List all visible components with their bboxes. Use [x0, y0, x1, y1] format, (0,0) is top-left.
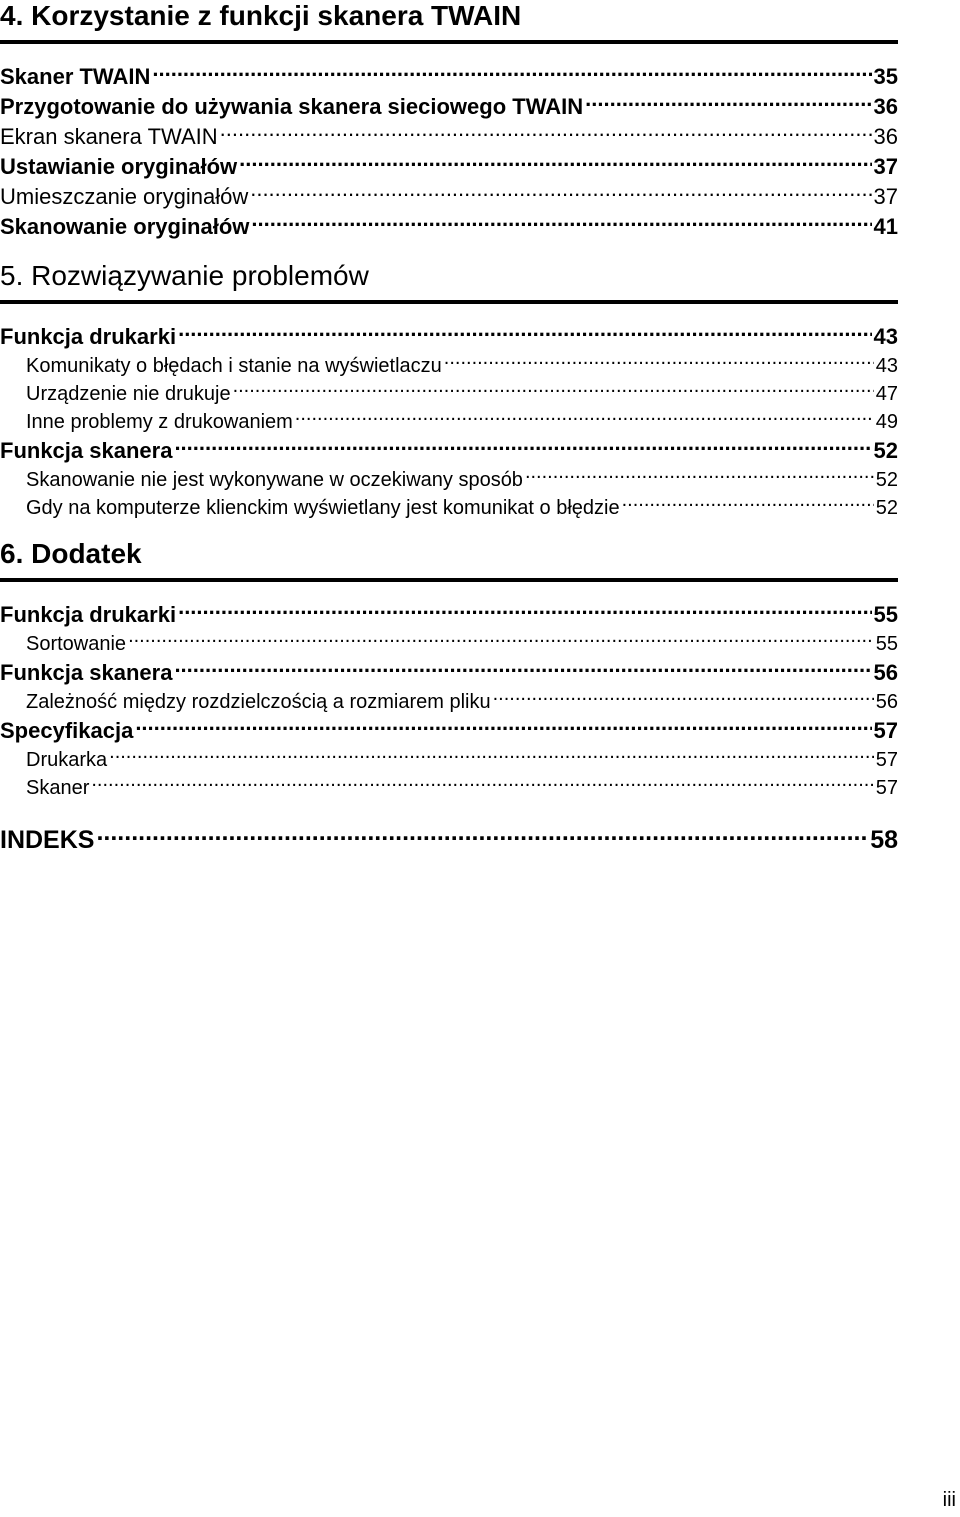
dot-leader	[493, 680, 874, 708]
toc-entry-title: Ustawianie oryginałów	[0, 154, 238, 179]
toc-entry-page: 55	[873, 602, 898, 627]
toc-entry-title: Funkcja skanera	[0, 438, 173, 463]
toc-entry-page: 49	[875, 411, 898, 433]
dot-leader	[622, 486, 874, 514]
toc-entry-page: 57	[873, 718, 898, 743]
toc-entry-page: 52	[873, 438, 898, 463]
toc-entry-page: 52	[875, 497, 898, 519]
toc-entry-page: 55	[875, 633, 898, 655]
toc-entry[interactable]	[0, 592, 898, 627]
toc-entry-title: Przygotowanie do używania skanera sieciowego TWAIN	[0, 94, 584, 119]
toc-entry-title: Funkcja drukarki	[0, 324, 177, 349]
toc-entry-title: Funkcja skanera	[0, 660, 173, 685]
toc-entry-title: Gdy na komputerze klienckim wyświetlany jest komunikat o błędzie	[26, 497, 620, 519]
index-title: INDEKS	[0, 826, 95, 854]
toc-entry[interactable]	[0, 708, 898, 743]
chapter-title: 6. Dodatek	[0, 538, 142, 569]
toc-entry-page: 36	[873, 94, 898, 119]
toc-entry-page: 36	[873, 124, 898, 149]
dot-leader	[178, 314, 871, 344]
chapter-divider	[0, 300, 898, 304]
toc-entry[interactable]	[0, 54, 898, 89]
chapter-4	[0, 0, 898, 239]
toc-entry-page: 41	[873, 214, 898, 239]
dot-leader	[91, 766, 873, 794]
chapter-divider	[0, 40, 898, 44]
toc-entry-page: 56	[873, 660, 898, 685]
toc-entry-page: 52	[875, 469, 898, 491]
toc-entry-title: Drukarka	[26, 749, 108, 771]
index-page: 58	[870, 826, 898, 854]
toc-entry-title: Skaner TWAIN	[0, 64, 151, 89]
dot-leader	[220, 114, 872, 144]
dot-leader	[295, 400, 874, 428]
dot-leader	[128, 622, 874, 650]
toc-entry-title: Inne problemy z drukowaniem	[26, 411, 293, 433]
dot-leader	[174, 650, 871, 680]
toc-entry-page: 57	[875, 777, 898, 799]
dot-leader	[174, 428, 871, 458]
dot-leader	[250, 174, 871, 204]
chapter-5	[0, 260, 898, 519]
toc-entry[interactable]	[0, 738, 898, 771]
dot-leader	[444, 344, 874, 372]
chapter-divider	[0, 578, 898, 582]
chapter-6	[0, 538, 898, 799]
chapter-title: 5. Rozwiązywanie problemów	[0, 260, 369, 291]
toc-entry[interactable]	[0, 766, 898, 799]
toc-entry-title: Funkcja drukarki	[0, 602, 177, 627]
toc-entry-title: Sortowanie	[26, 633, 127, 655]
dot-leader	[251, 204, 871, 234]
toc-entry-title: Zależność między rozdzielczością a rozmiarem pliku	[26, 691, 491, 713]
toc-entry-title: Skanowanie nie jest wykonywane w oczekiwany sposób	[26, 469, 523, 491]
dot-leader	[239, 144, 871, 174]
dot-leader	[109, 738, 874, 766]
dot-leader	[96, 816, 868, 848]
toc-entry-title: Urządzenie nie drukuje	[26, 383, 231, 405]
dot-leader	[152, 54, 871, 84]
toc-entry-title: Ekran skanera TWAIN	[0, 124, 218, 149]
dot-leader	[233, 372, 874, 400]
toc-entry-page: 37	[873, 184, 898, 209]
dot-leader	[525, 458, 874, 486]
toc-entry-index[interactable]	[0, 816, 898, 854]
dot-leader	[135, 708, 871, 738]
toc-entry[interactable]	[0, 622, 898, 655]
page-number: iii	[942, 1489, 956, 1511]
toc-entry[interactable]	[0, 314, 898, 349]
toc-entry-page: 57	[875, 749, 898, 771]
toc-entry-page: 35	[873, 64, 898, 89]
toc-entry-title: Specyfikacja	[0, 718, 134, 743]
toc-entry-page: 47	[875, 383, 898, 405]
toc-entry-page: 56	[875, 691, 898, 713]
dot-leader	[585, 84, 871, 114]
chapter-title: 4. Korzystanie z funkcji skanera TWAIN	[0, 0, 522, 31]
toc-entry-title: Komunikaty o błędach i stanie na wyświetlaczu	[26, 355, 442, 377]
toc-entry-title: Skanowanie oryginałów	[0, 214, 250, 239]
dot-leader	[178, 592, 871, 622]
toc-entry-title: Umieszczanie oryginałów	[0, 184, 249, 209]
toc-entry-page: 43	[875, 355, 898, 377]
toc-entry-page: 43	[873, 324, 898, 349]
toc-entry-title: Skaner	[26, 777, 90, 799]
toc-entry-page: 37	[873, 154, 898, 179]
toc-entry[interactable]	[0, 650, 898, 685]
